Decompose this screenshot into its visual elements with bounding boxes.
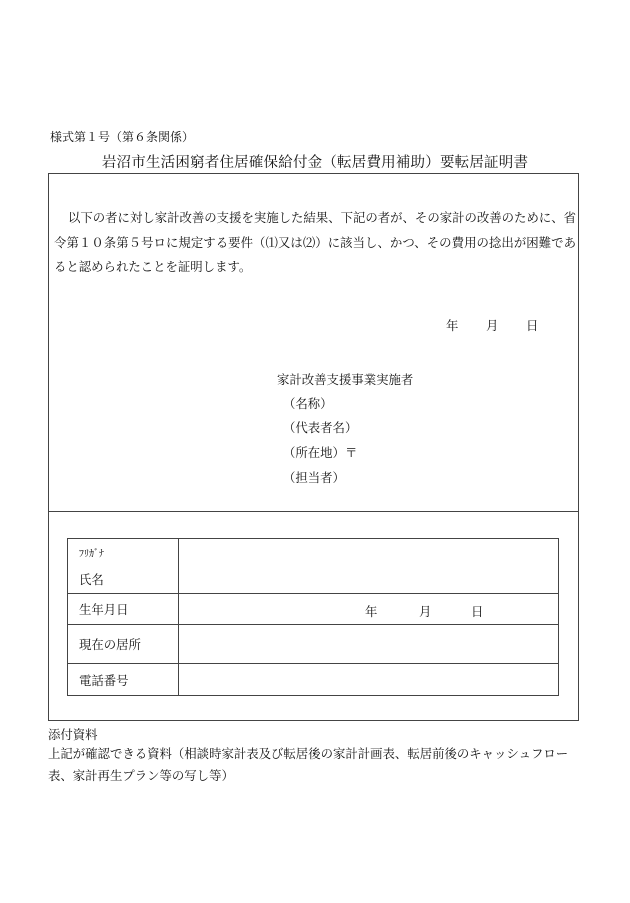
furigana-label: ﾌﾘｶﾞﾅ bbox=[79, 548, 104, 560]
implementer-contact-label: （担当者） bbox=[283, 470, 345, 485]
date-day-unit: 日 bbox=[526, 318, 539, 333]
section-divider bbox=[48, 511, 579, 512]
dob-year-unit: 年 bbox=[365, 604, 378, 619]
address-value-cell[interactable] bbox=[179, 625, 559, 664]
phone-label: 電話番号 bbox=[68, 664, 179, 696]
table-row bbox=[68, 539, 559, 594]
attachments-heading: 添付資料 bbox=[48, 727, 98, 742]
name-label: 氏名 bbox=[79, 571, 104, 587]
table-row bbox=[68, 664, 559, 696]
address-label: 現在の居所 bbox=[68, 625, 179, 664]
certification-text: 以下の者に対し家計改善の支援を実施した結果、下記の者が、その家計の改善のために、省令第１０条第５号ロに規定する要件（⑴又は⑵）に該当し、かつ、その費用の捻出が困難であると認められたことを証明します。 bbox=[54, 210, 577, 274]
applicant-table bbox=[67, 538, 559, 696]
form-number: 様式第１号（第６条関係） bbox=[50, 130, 195, 144]
dob-value-cell[interactable] bbox=[179, 594, 559, 625]
implementer-heading: 家計改善支援事業実施者 bbox=[277, 372, 414, 387]
phone-value-cell[interactable] bbox=[179, 664, 559, 696]
implementer-representative-label: （代表者名） bbox=[283, 420, 358, 435]
dob-day-unit: 日 bbox=[471, 604, 484, 619]
date-year-unit: 年 bbox=[446, 318, 459, 333]
table-row bbox=[68, 625, 559, 664]
document-title: 岩沼市生活困窮者住居確保給付金（転居費用補助）要転居証明書 bbox=[101, 155, 529, 171]
implementer-address-label: （所在地）〒 bbox=[283, 445, 358, 460]
name-value-cell[interactable] bbox=[179, 539, 559, 594]
dob-month-unit: 月 bbox=[419, 604, 432, 619]
table-row bbox=[68, 594, 559, 625]
name-label-cell bbox=[68, 539, 179, 594]
attachments-text: 上記が確認できる資料（相談時家計表及び転居後の家計計画表、転居前後のキャッシュフロー表、家計再生プラン等の写し等） bbox=[48, 746, 569, 783]
dob-label: 生年月日 bbox=[68, 594, 179, 625]
date-month-unit: 月 bbox=[486, 318, 499, 333]
implementer-name-label: （名称） bbox=[283, 396, 333, 411]
